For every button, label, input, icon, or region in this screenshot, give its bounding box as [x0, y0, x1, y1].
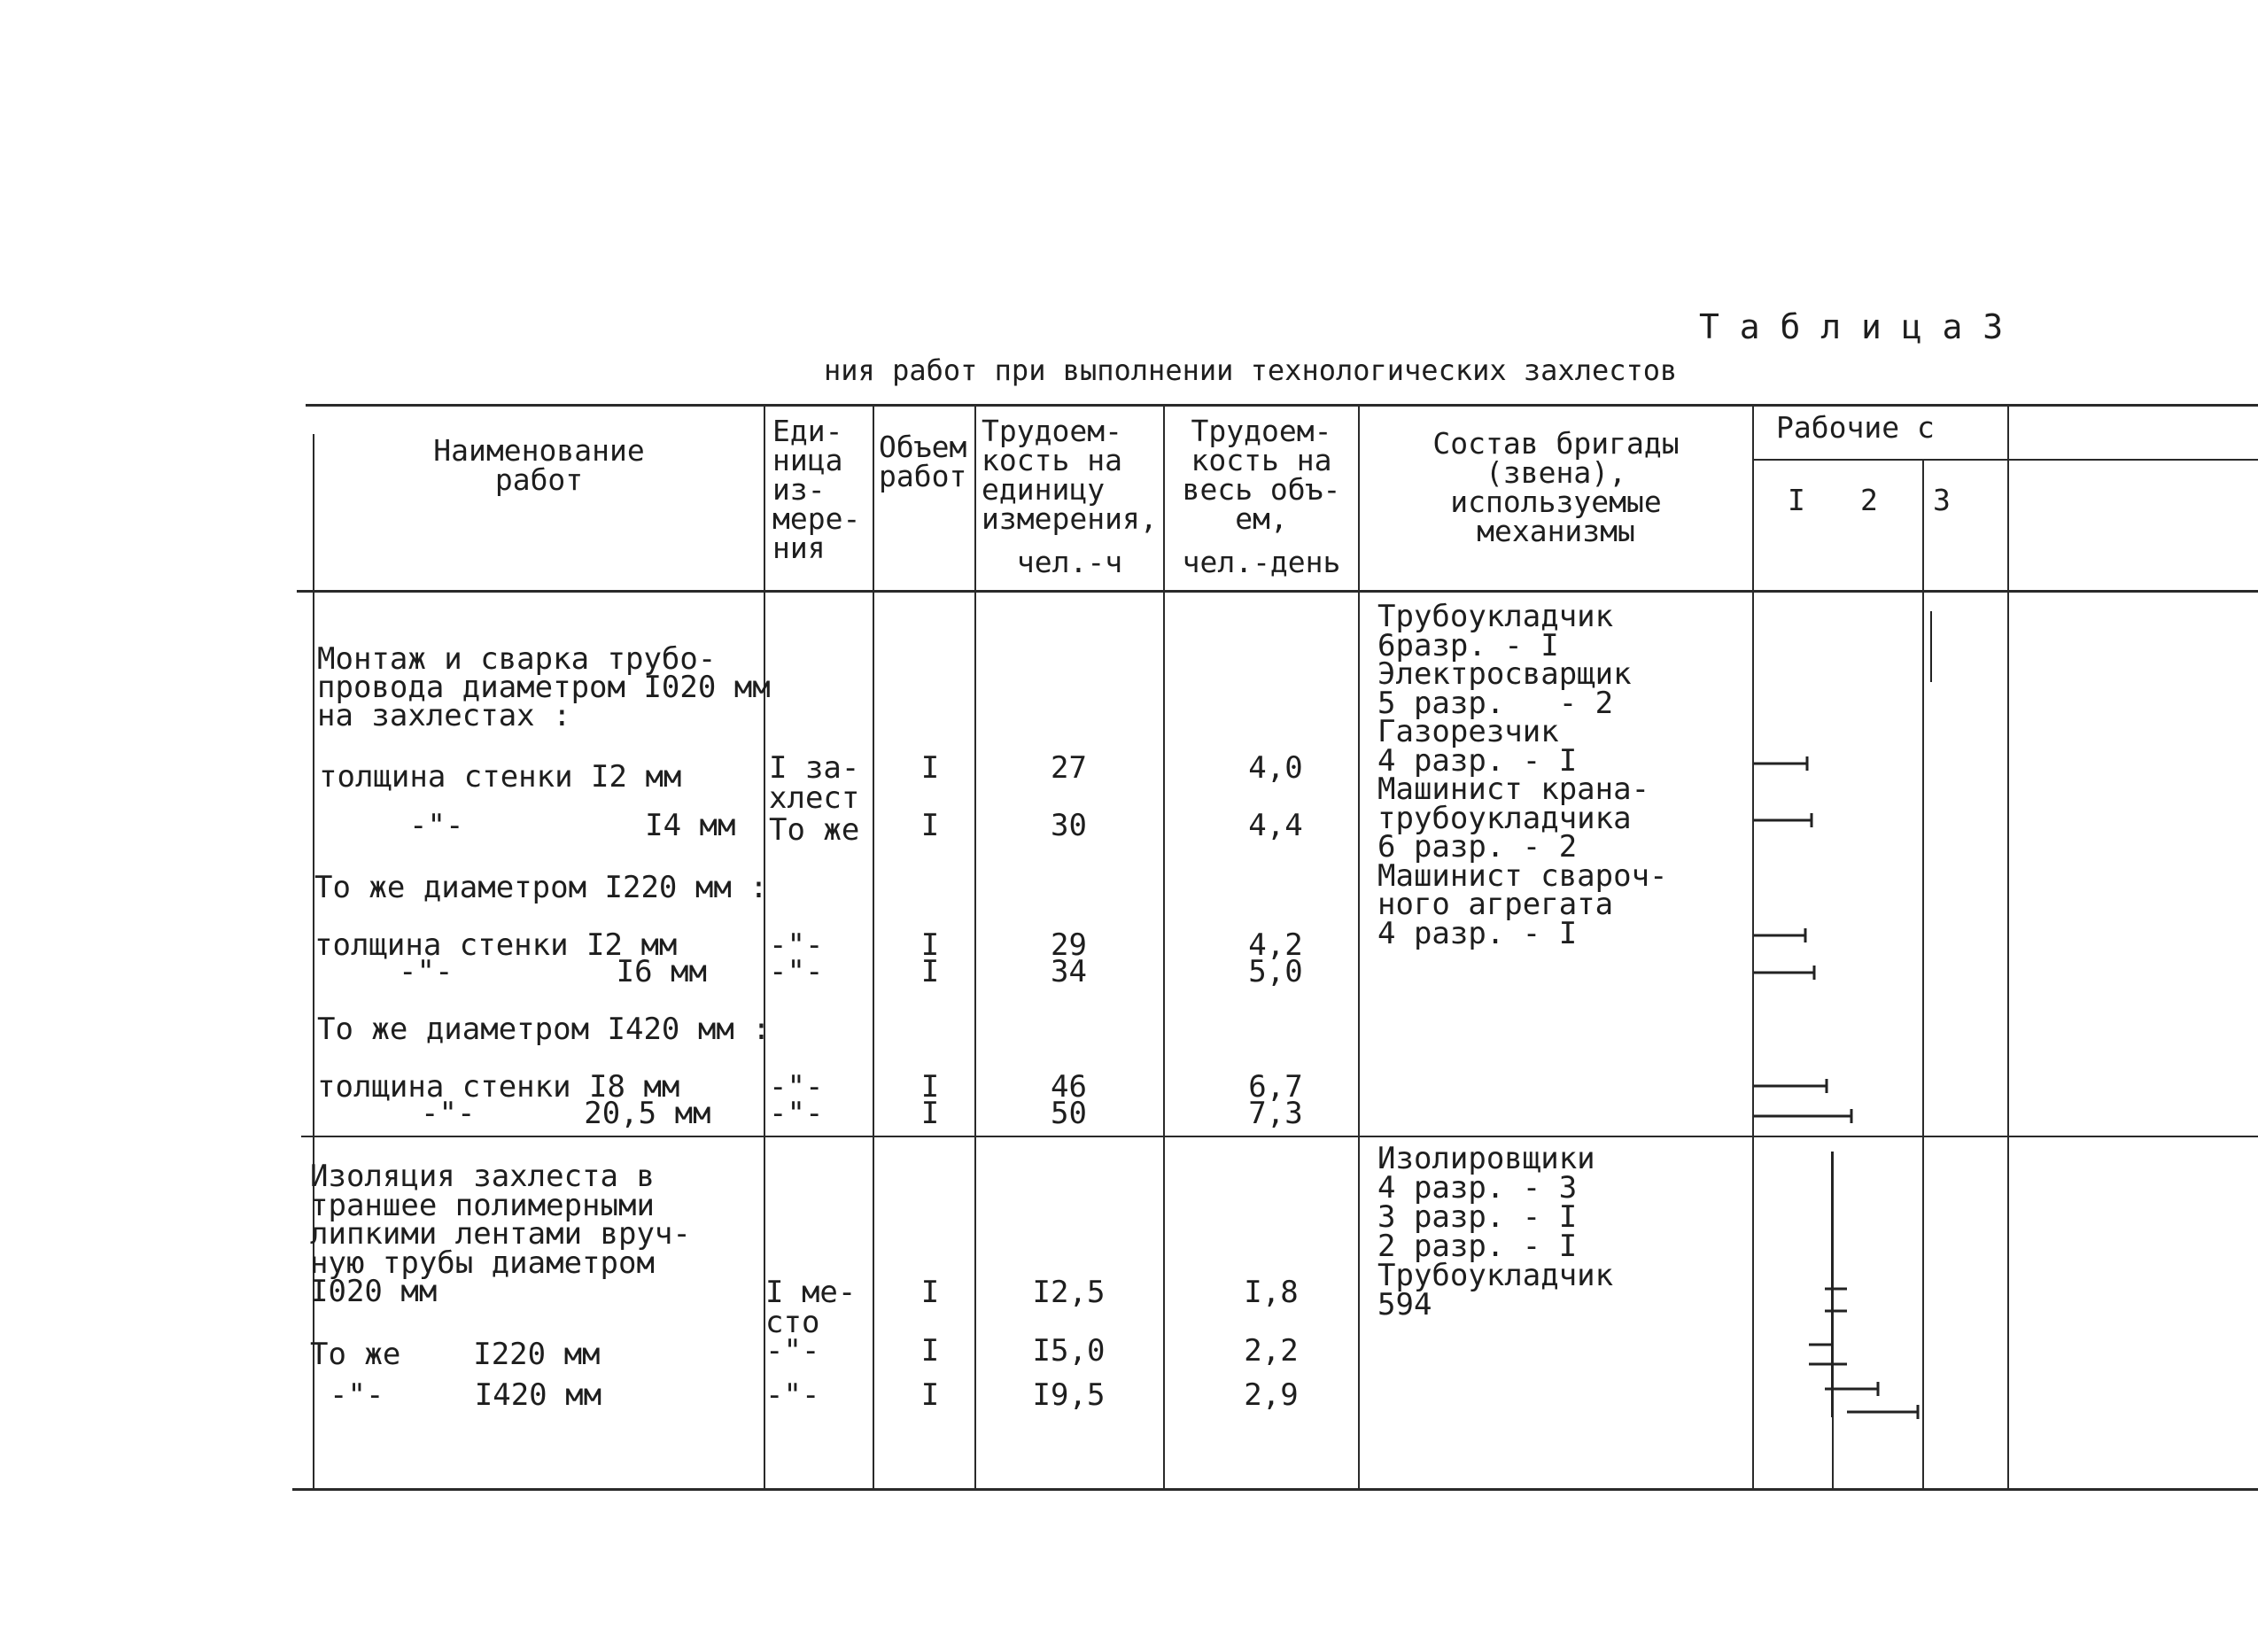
table-row-unit: -"-	[769, 1069, 824, 1105]
table-row-subheading: То же диаметром I420 мм :	[317, 1012, 771, 1047]
table-row-unit: -"-	[769, 1096, 824, 1131]
table-row-subheading: То же диаметром I220 мм :	[314, 870, 768, 905]
table-row-labor-unit: 27	[1051, 750, 1087, 786]
table-row-labor-unit: 50	[1051, 1096, 1087, 1131]
header-crew: Состав бригады (звена), используемые механизмы	[1432, 426, 1680, 548]
table-row-name: толщина стенки I8 мм	[317, 1069, 680, 1105]
table-row-volume: I	[920, 1275, 940, 1310]
table-row-name: То же I220 мм	[310, 1337, 601, 1372]
header-name: Наименование работ	[433, 433, 645, 497]
header-labor-unit-measure: чел.-ч	[1016, 545, 1123, 579]
header-labor-unit: Трудоем- кость на единицу измерения,	[982, 414, 1158, 536]
table-row-unit: I за- хлест	[769, 750, 860, 816]
table-row-name: -"- I4 мм	[409, 808, 736, 843]
table-row-unit: -"-	[769, 927, 824, 963]
table-row-labor-unit: I2,5	[1032, 1275, 1106, 1310]
table-row-labor-unit: 34	[1051, 954, 1087, 989]
table-row-labor-total: 5,0	[1248, 954, 1303, 989]
table-row-labor-total: 2,2	[1244, 1333, 1299, 1369]
table-row-labor-unit: 30	[1051, 808, 1087, 843]
table-row-labor-unit: 46	[1051, 1069, 1087, 1105]
table-row-volume: I	[920, 750, 940, 786]
table-row-unit: То же	[769, 812, 860, 848]
header-day-1: I	[1788, 483, 1805, 517]
header-labor-total-measure: чел.-день	[1182, 545, 1341, 579]
table-row-name: -"- I420 мм	[330, 1377, 602, 1413]
header-unit: Еди- ница из- мере- ния	[772, 414, 861, 565]
header-labor-total: Трудоем- кость на весь объ- ем,	[1182, 414, 1341, 536]
table-row-labor-total: 4,2	[1248, 927, 1303, 963]
table-caption: ния работ при выполнении технологических захлестов	[824, 353, 1678, 387]
table-row-volume: I	[920, 927, 940, 963]
table-row-name: -"- 20,5 мм	[421, 1096, 711, 1131]
table-row-labor-total: I,8	[1244, 1275, 1299, 1310]
table-row-volume: I	[920, 954, 940, 989]
table-label: Т а б л и ц а 3	[1699, 307, 2004, 346]
table-row-labor-total: 4,4	[1248, 808, 1303, 843]
table-row-labor-unit: I5,0	[1032, 1333, 1106, 1369]
header-volume: Объем работ	[879, 430, 967, 493]
table-row-volume: I	[920, 1096, 940, 1131]
table-row-name: толщина стенки I2 мм	[314, 927, 678, 963]
section1-crew: Трубоукладчик 6разр. - I Электросварщик 5 разр. - 2 Газорезчик 4 разр. - I Машинист крана- трубоукладчика 6 разр. - 2 Машинист сварoч- ного агрегата 4 разр. - I	[1377, 599, 1668, 951]
table-row-unit: -"-	[769, 954, 824, 989]
table-row-labor-total: 6,7	[1248, 1069, 1303, 1105]
section2-title: Изоляция захлеста в траншее полимерными липкими лентами вруч- ную трубы диаметром I020 мм	[310, 1159, 691, 1309]
table-row-labor-unit: 29	[1051, 927, 1087, 963]
table-row-name: -"- I6 мм	[399, 954, 707, 989]
header-day-3: 3	[1933, 483, 1951, 517]
table-row-volume: I	[920, 1333, 940, 1369]
table-row-unit: -"-	[765, 1377, 820, 1413]
table-row-volume: I	[920, 808, 940, 843]
table-row-labor-total: 2,9	[1244, 1377, 1299, 1413]
header-schedule: Рабочие с	[1776, 410, 1935, 445]
table-row-labor-total: 7,3	[1248, 1096, 1303, 1131]
table-row-unit: -"-	[765, 1333, 820, 1369]
header-day-2: 2	[1860, 483, 1878, 517]
table-row-unit: I ме- сто	[765, 1275, 857, 1340]
section1-title: Монтаж и сварка трубо- провода диаметром I020 мм на захлестах :	[317, 641, 771, 733]
section2-crew: Изолировщики 4 разр. - 3 3 разр. - I 2 разр. - I Трубоукладчик 594	[1377, 1141, 1614, 1322]
table-row-volume: I	[920, 1069, 940, 1105]
table-row-volume: I	[920, 1377, 940, 1413]
table-row-labor-unit: I9,5	[1032, 1377, 1106, 1413]
table-row-name: толщина стенки I2 мм	[319, 759, 682, 795]
table-row-labor-total: 4,0	[1248, 750, 1303, 786]
